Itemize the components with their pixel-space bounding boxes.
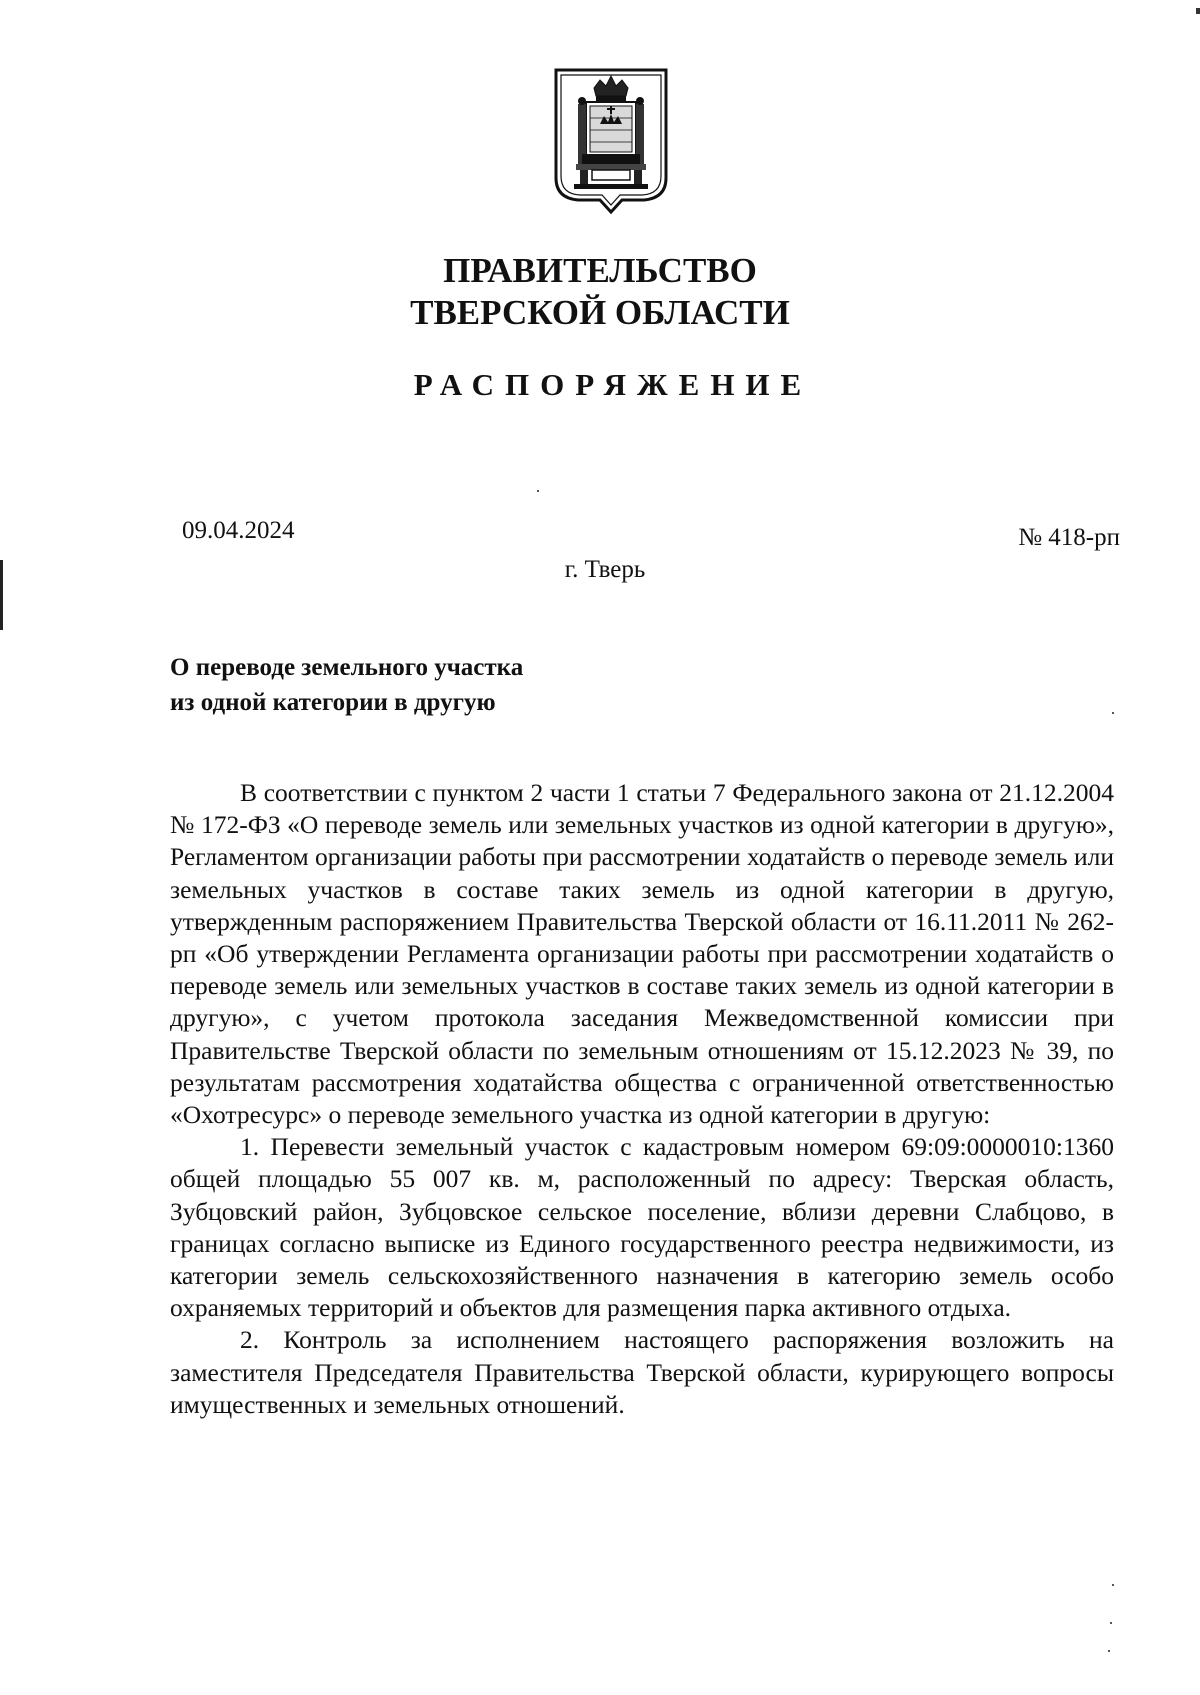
item-paragraph: 2. Контроль за исполнением настоящего распоряжения возложить на заместителя Председателя Правительства Тверской области, курирующего вопросы имущественных и земельных отношений.: [170, 1325, 1114, 1419]
organization-title: [0, 250, 1200, 334]
document-body: [170, 777, 1114, 1421]
scan-speck: [1112, 712, 1114, 714]
document-subject: [170, 650, 523, 720]
document-city: г. Тверь: [564, 556, 646, 583]
subject-line: из одной категории в другую: [170, 689, 496, 716]
tver-coat-of-arms-icon: [552, 66, 670, 216]
scan-speck: [537, 490, 539, 492]
scan-edge-mark: [1196, 8, 1200, 14]
scan-speck: [1108, 1650, 1110, 1652]
preamble-paragraph: В соответствии с пунктом 2 части 1 статьи 7 Федерального закона от 21.12.2004 № 172-ФЗ «О переводе земель или земельных участков из одной категории в другую», Регламентом организации работы при рассмотрении ходатайств о переводе земель или земельных участков в составе таких земель из одной категории в другую, утвержденным распоряжением Правительства Тверской области от 16.11.2011 № 262-рп «Об утверждении Регламента организации работы при рассмотрении ходатайств о переводе земель или земельных участков в составе таких земель из одной категории в другую», с учетом протокола заседания Межведомственной комиссии при Правительстве Тверской области по земельным отношениям от 15.12.2023 № 39, по результатам рассмотрения ходатайства общества с ограниченной ответственностью «Охотресурс» о переводе земельного участка из одной категории в другую:: [170, 778, 1114, 1130]
organization-line: ПРАВИТЕЛЬСТВО: [443, 251, 757, 290]
document-number: № 418-рп: [1018, 524, 1120, 551]
scan-speck: [1112, 1584, 1114, 1586]
document-kind: РАСПОРЯЖЕНИЕ: [413, 367, 813, 402]
subject-line: О переводе земельного участка: [170, 654, 524, 681]
organization-line: ТВЕРСКОЙ ОБЛАСТИ: [410, 293, 790, 332]
scan-speck: [1110, 1622, 1112, 1624]
document-date: 09.04.2024: [182, 517, 295, 544]
item-paragraph: 1. Перевести земельный участок с кадастровым номером 69:09:0000010:1360 общей площадью 55 007 кв. м, расположенный по адресу: Тверская область, Зубцовский район, Зубцовское сельское поселение, вблизи деревни Слабцово, в границах согласно выписке из Единого государственного реестра недвижимости, из категории земель сельскохозяйственного назначения в категорию земель особо охраняемых территорий и объектов для размещения парка активного отдыха.: [170, 1132, 1114, 1323]
